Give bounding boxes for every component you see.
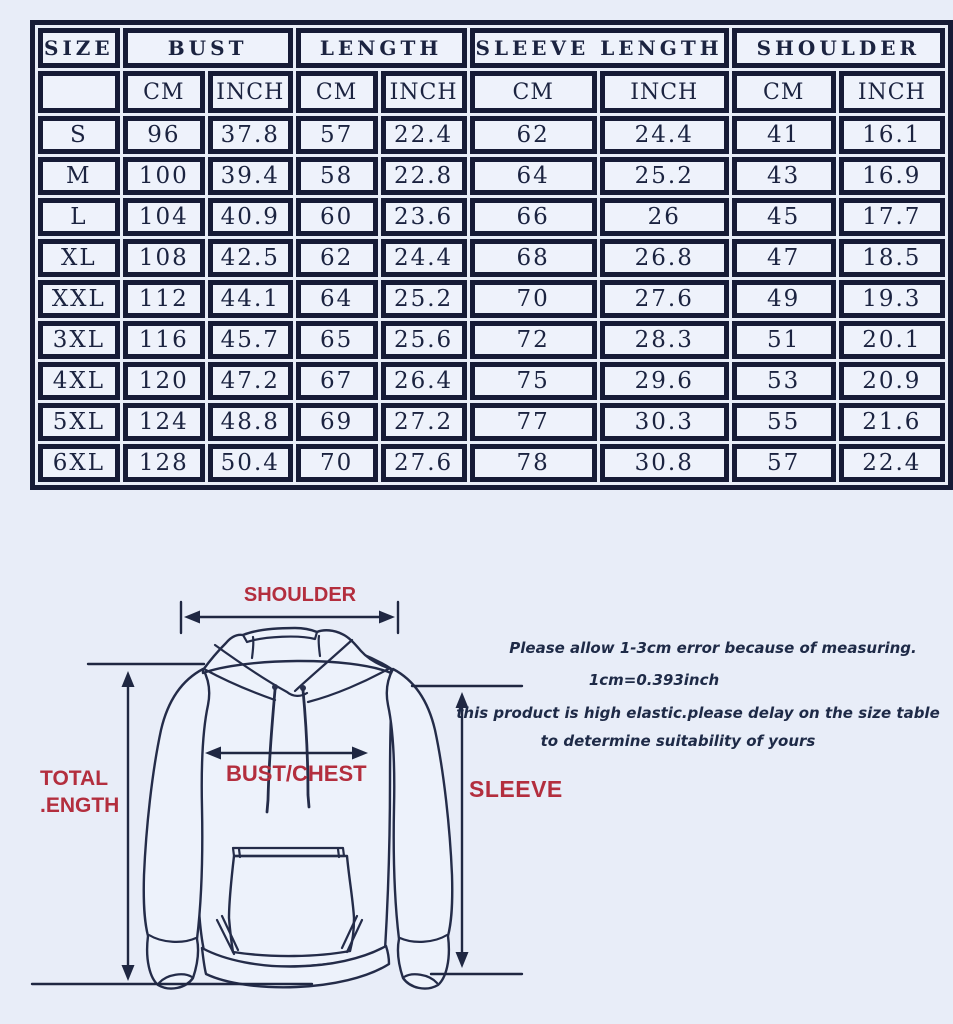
total-length-label xyxy=(40,765,119,819)
size-cell: L xyxy=(38,198,120,236)
table-cell: 30.8 xyxy=(600,444,729,482)
table-cell: 29.6 xyxy=(600,362,729,400)
table-cell: 116 xyxy=(123,321,205,359)
table-cell: 124 xyxy=(123,403,205,441)
table-cell: 58 xyxy=(296,157,378,195)
size-cell: M xyxy=(38,157,120,195)
unit-cell: CM xyxy=(296,71,378,113)
table-cell: 25.6 xyxy=(381,321,467,359)
column-header-cell: SIZE xyxy=(38,28,120,68)
table-cell: 100 xyxy=(123,157,205,195)
table-cell: 27.2 xyxy=(381,403,467,441)
table-cell: 68 xyxy=(470,239,597,277)
table-cell: 57 xyxy=(296,116,378,154)
size-cell: XXL xyxy=(38,280,120,318)
table-cell: 75 xyxy=(470,362,597,400)
table-cell: 19.3 xyxy=(839,280,945,318)
table-row xyxy=(38,444,945,482)
table-cell: 40.9 xyxy=(208,198,293,236)
hoodie-sleeve-left xyxy=(144,669,209,989)
size-cell: 4XL xyxy=(38,362,120,400)
table-row xyxy=(38,239,945,277)
table-cell: 47.2 xyxy=(208,362,293,400)
table-cell: 45.7 xyxy=(208,321,293,359)
size-chart-table xyxy=(30,20,953,490)
table-row xyxy=(38,198,945,236)
table-cell: 104 xyxy=(123,198,205,236)
table-cell: 25.2 xyxy=(600,157,729,195)
size-cell: 6XL xyxy=(38,444,120,482)
column-header-cell: SHOULDER xyxy=(732,28,945,68)
table-cell: 57 xyxy=(732,444,836,482)
table-cell: 43 xyxy=(732,157,836,195)
table-cell: 69 xyxy=(296,403,378,441)
column-header-cell: BUST xyxy=(123,28,293,68)
table-cell: 64 xyxy=(296,280,378,318)
unit-cell: CM xyxy=(470,71,597,113)
table-cell: 72 xyxy=(470,321,597,359)
table-cell: 24.4 xyxy=(600,116,729,154)
table-cell: 39.4 xyxy=(208,157,293,195)
bust-chest-label: BUST/CHEST xyxy=(226,761,367,786)
table-cell: 62 xyxy=(296,239,378,277)
table-row xyxy=(38,362,945,400)
table-unit-row xyxy=(38,71,945,113)
size-cell: 3XL xyxy=(38,321,120,359)
table-cell: 96 xyxy=(123,116,205,154)
table-cell: 41 xyxy=(732,116,836,154)
table-cell: 120 xyxy=(123,362,205,400)
total-length-label-line2: .ENGTH xyxy=(40,794,120,817)
table-cell: 22.4 xyxy=(381,116,467,154)
table-cell: 60 xyxy=(296,198,378,236)
table-cell: 65 xyxy=(296,321,378,359)
unit-cell: INCH xyxy=(600,71,729,113)
table-cell: 22.8 xyxy=(381,157,467,195)
table-cell: 16.9 xyxy=(839,157,945,195)
table-cell: 62 xyxy=(470,116,597,154)
table-cell: 30.3 xyxy=(600,403,729,441)
unit-cell xyxy=(38,71,120,113)
unit-cell: CM xyxy=(123,71,205,113)
table-cell: 66 xyxy=(470,198,597,236)
table-row xyxy=(38,157,945,195)
table-row xyxy=(38,403,945,441)
table-cell: 23.6 xyxy=(381,198,467,236)
table-row xyxy=(38,116,945,154)
table-cell: 22.4 xyxy=(839,444,945,482)
size-cell: 5XL xyxy=(38,403,120,441)
unit-cell: CM xyxy=(732,71,836,113)
column-header-cell: LENGTH xyxy=(296,28,467,68)
table-cell: 20.9 xyxy=(839,362,945,400)
table-cell: 49 xyxy=(732,280,836,318)
total-length-label-line1: TOTAL xyxy=(40,767,109,790)
table-cell: 26 xyxy=(600,198,729,236)
table-cell: 48.8 xyxy=(208,403,293,441)
table-cell: 37.8 xyxy=(208,116,293,154)
table-cell: 47 xyxy=(732,239,836,277)
table-cell: 64 xyxy=(470,157,597,195)
table-cell: 50.4 xyxy=(208,444,293,482)
unit-cell: INCH xyxy=(381,71,467,113)
table-cell: 25.2 xyxy=(381,280,467,318)
table-cell: 17.7 xyxy=(839,198,945,236)
table-cell: 128 xyxy=(123,444,205,482)
table-cell: 51 xyxy=(732,321,836,359)
table-cell: 42.5 xyxy=(208,239,293,277)
table-cell: 24.4 xyxy=(381,239,467,277)
unit-cell: INCH xyxy=(839,71,945,113)
note-line-4: to determine suitability of yours xyxy=(540,732,816,750)
table-cell: 55 xyxy=(732,403,836,441)
note-line-2: 1cm=0.393inch xyxy=(588,671,720,689)
table-cell: 78 xyxy=(470,444,597,482)
table-cell: 16.1 xyxy=(839,116,945,154)
unit-cell: INCH xyxy=(208,71,293,113)
table-cell: 20.1 xyxy=(839,321,945,359)
table-cell: 44.1 xyxy=(208,280,293,318)
table-cell: 28.3 xyxy=(600,321,729,359)
table-cell: 26.4 xyxy=(381,362,467,400)
table-header-row xyxy=(38,28,945,68)
table-cell: 45 xyxy=(732,198,836,236)
sleeve-label: SLEEVE xyxy=(469,776,563,802)
note-line-1: Please allow 1-3cm error because of measuring. xyxy=(509,639,917,657)
table-row xyxy=(38,280,945,318)
table-cell: 21.6 xyxy=(839,403,945,441)
table-cell: 27.6 xyxy=(600,280,729,318)
table-cell: 77 xyxy=(470,403,597,441)
table-cell: 27.6 xyxy=(381,444,467,482)
size-cell: S xyxy=(38,116,120,154)
table-cell: 18.5 xyxy=(839,239,945,277)
table-row xyxy=(38,321,945,359)
hoodie-sleeve-right xyxy=(387,669,452,989)
table-cell: 108 xyxy=(123,239,205,277)
table-cell: 26.8 xyxy=(600,239,729,277)
hoodie-pocket xyxy=(229,856,354,956)
table-cell: 112 xyxy=(123,280,205,318)
note-line-3: this product is high elastic.please delay on the size table xyxy=(456,704,940,722)
table-cell: 67 xyxy=(296,362,378,400)
table-cell: 70 xyxy=(296,444,378,482)
column-header-cell: SLEEVE LENGTH xyxy=(470,28,729,68)
shoulder-label: SHOULDER xyxy=(243,584,357,606)
size-cell: XL xyxy=(38,239,120,277)
table-cell: 53 xyxy=(732,362,836,400)
table-cell: 70 xyxy=(470,280,597,318)
